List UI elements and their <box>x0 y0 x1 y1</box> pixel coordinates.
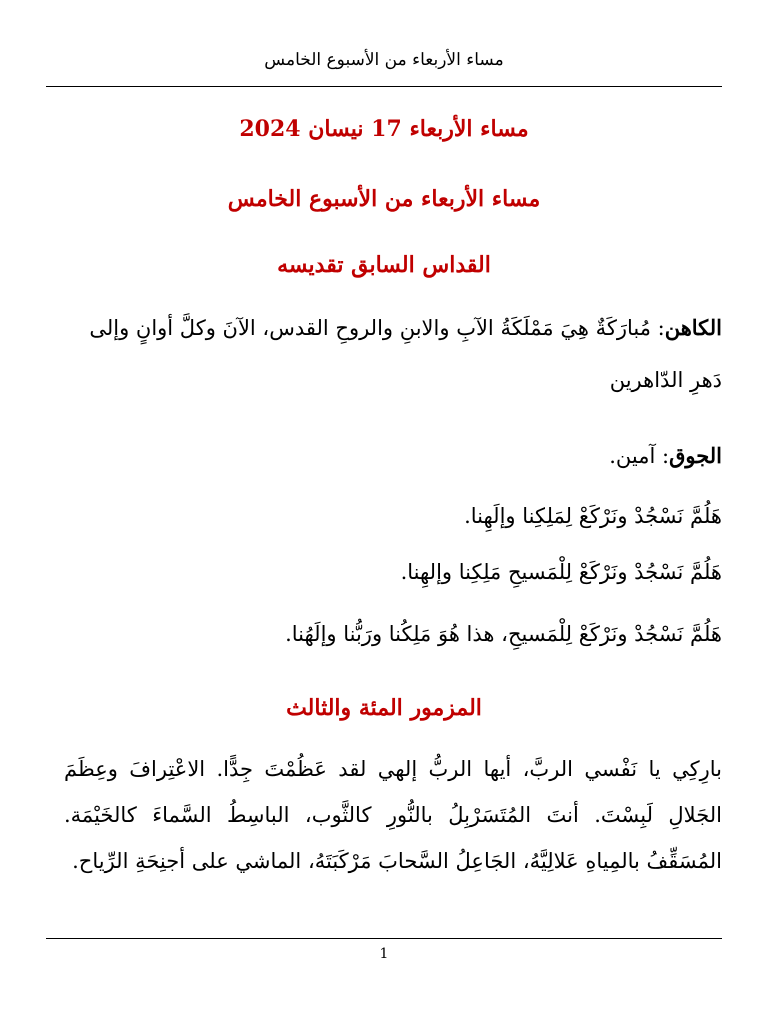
running-header: مساء الأربعاء من الأسبوع الخامس <box>264 50 504 70</box>
priest-text: : مُبارَكَةٌ هِيَ مَمْلَكَةُ الآبِ والابنِ والروحِ القدس، الآنَ وكلَّ أوانٍ وإلى دَهرِ الدّاهرين <box>89 316 722 392</box>
week-heading: مساء الأربعاء من الأسبوع الخامس <box>227 186 541 212</box>
footer-divider <box>46 938 722 939</box>
choir-paragraph <box>64 430 722 482</box>
invitation-line-3: هَلُمَّ نَسْجُدْ ونَرْكَعْ لِلْمَسيحِ، هذا هُوَ مَلِكُنا ورَبُّنا وإلَهُنا. <box>285 622 722 646</box>
page-number: 1 <box>379 946 389 962</box>
date-heading: مساء الأربعاء 17 نيسان 2024 <box>239 116 529 142</box>
header-divider <box>46 86 722 87</box>
priest-paragraph <box>64 302 722 406</box>
invitation-line-1: هَلُمَّ نَسْجُدْ ونَرْكَعْ لِمَلِكِنا وإلَهِنا. <box>464 504 722 528</box>
psalm-paragraph: بارِكِي يا نَفْسي الربَّ، أيها الربُّ إلهي لقد عَظُمْتَ جِدًّا. الاعْتِرافَ وعِظَمَ الجَلالِ لَبِسْتَ. أنتَ المُتَسَرْبِلُ بالنُّورِ كالثَّوب، الباسِطُ السَّماءَ كالخَيْمَة. المُسَقِّفُ بالمِياهِ عَلالِيَّهُ، الجَاعِلُ السَّحابَ مَرْكَبَتَهُ، الماشي على أجنِحَةِ الرِّياح. <box>64 757 722 873</box>
choir-label: الجوق <box>669 443 722 468</box>
choir-text: : آمين. <box>609 444 670 468</box>
invitation-line-2: هَلُمَّ نَسْجُدْ ونَرْكَعْ لِلْمَسيحِ مَلِكِنا وإلهِنا. <box>400 560 722 584</box>
priest-label: الكاهن <box>664 315 722 340</box>
psalm-heading: المزمور المئة والثالث <box>286 695 482 721</box>
liturgy-heading: القداس السابق تقديسه <box>277 252 491 278</box>
